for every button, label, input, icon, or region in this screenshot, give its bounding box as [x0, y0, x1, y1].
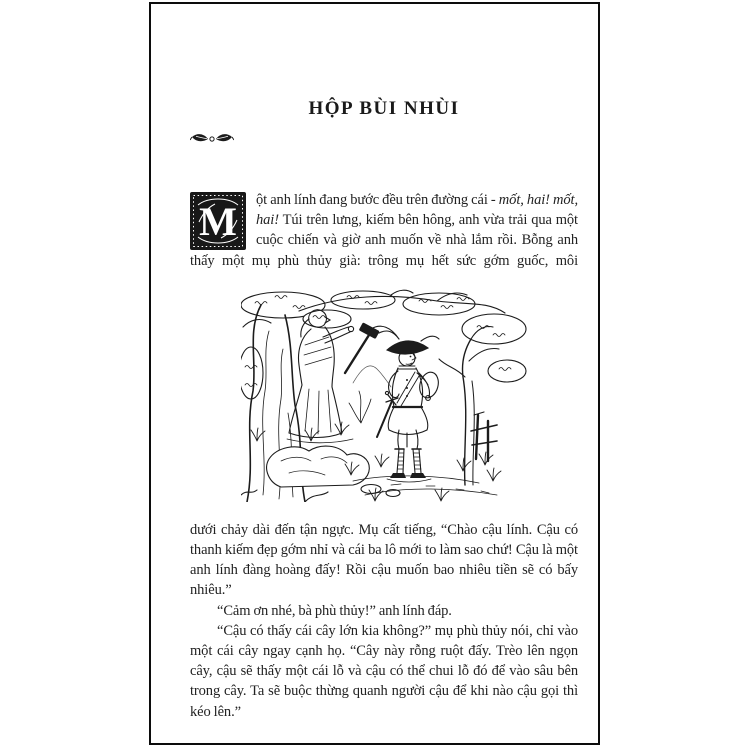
- chapter-title: HỘP BÙI NHÙI: [308, 98, 460, 119]
- paragraph-opening: [190, 190, 578, 271]
- drop-cap: [190, 192, 246, 250]
- floral-ornament-icon: [190, 132, 578, 146]
- drop-cap-letter: M: [199, 199, 237, 244]
- page-content: [190, 4, 578, 722]
- text-run-italic: mốt, hai! mốt, hai!: [256, 192, 578, 229]
- paragraph-dialogue-soldier: “Cảm ơn nhé, bà phù thủy!” anh lính đáp.: [217, 602, 452, 619]
- story-text: [190, 190, 578, 722]
- book-page: [149, 2, 600, 745]
- text-run: ột anh lính đang bước đều trên đường cái -: [256, 192, 499, 208]
- text-run: Túi trên lưng, kiếm bên hông, anh vừa trải qua một cuộc chiến và giờ anh muốn về nhà lắm rồi. Bỗng anh thấy một mụ phù thủy già: trông mụ hết sức gớm guốc, môi: [190, 212, 578, 269]
- paragraph-continuation: dưới chảy dài đến tận ngực. Mụ cất tiếng, “Chào cậu lính. Cậu có thanh kiếm đẹp gớm nhỉ và cái ba lô mới to làm sao chứ! Cậu là một anh lính đàng hoàng đấy! Rồi cậu muốn bao nhiêu tiền sẽ có bấy nhiêu.”: [190, 521, 578, 599]
- paragraph-dialogue-witch: “Cậu có thấy cái cây lớn kia không?” mụ phù thủy nói, chỉ vào một cái cây ngay cạnh họ. “Cây này rỗng ruột đấy. Trèo lên ngọn cây, cậu sẽ thấy một cái lỗ và cậu có thể chui lỗ đó để vào sâu bên trong cây. Ta sẽ buộc thừng quanh người cậu để khi nào cậu gọi thì kéo lên.”: [190, 622, 578, 720]
- story-illustration: [241, 289, 528, 502]
